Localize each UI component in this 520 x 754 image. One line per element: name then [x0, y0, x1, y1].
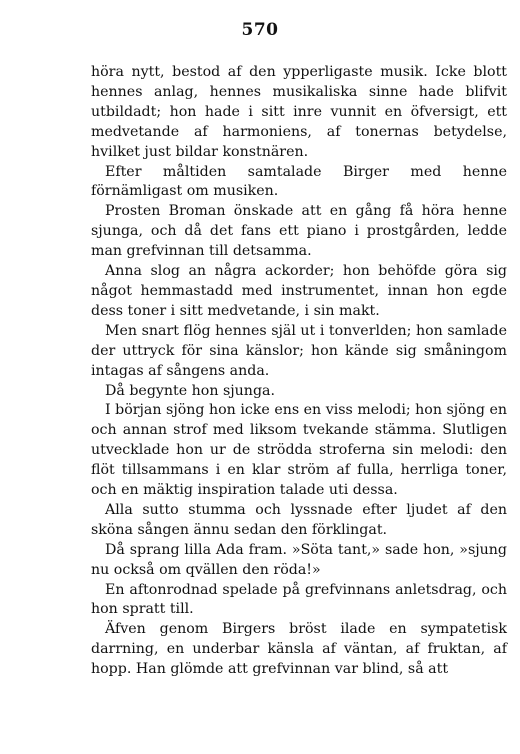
paragraph: Då sprang lilla Ada fram. »Söta tant,» sade hon, »sjung nu också om qvällen den röda!» [91, 541, 507, 578]
paragraph: Äfven genom Birgers bröst ilade en sympatetisk darrning, en underbar känsla af väntan, af fruktan, af hopp. Han glömde att grefvinnan var blind, så att [91, 621, 507, 678]
paragraph: En aftonrodnad spelade på grefvinnans anletsdrag, och hon spratt till. [91, 581, 507, 618]
page-number: 570 [241, 20, 279, 40]
paragraph: Prosten Broman önskade att en gång få höra henne sjunga, och då det fans ett piano i prostgården, ledde man grefvinnan till detsamma. [91, 203, 507, 260]
paragraph: Alla sutto stumma och lyssnade efter ljudet af den sköna sången ännu sedan den förklingat. [91, 501, 507, 538]
paragraph: Efter måltiden samtalade Birger med henne förnämligast om musiken. [91, 163, 507, 200]
paragraph: höra nytt, bestod af den ypperligaste musik. Icke blott hennes anlag, hennes musikaliska sinne hade blifvit utbildadt; hon hade i sitt inre vunnit en öfversigt, ett medvetande af harmoniens, af tonernas betydelse, hvilket just bildar konstnären. [91, 64, 507, 160]
paragraph: I början sjöng hon icke ens en viss melodi; hon sjöng en och annan strof med liksom tvekande stämma. Slutligen utvecklade hon ur de strödda stroferna sin melodi: den flöt tillsammans i en klar ström af fulla, herrliga toner, och en mäktig inspiration talade uti dessa. [91, 402, 507, 499]
paragraph: Men snart flög hennes själ ut i tonverlden; hon samlade der uttryck för sina känslor; hon kände sig småningom intagas af sångens anda. [91, 322, 507, 379]
paragraph: Anna slog an några ackorder; hon behöfde göra sig något hemmastadd med instrumentet, innan hon egde dess toner i sitt medvetande, i sin makt. [91, 263, 507, 319]
body-text [91, 63, 507, 680]
paragraph: Då begynte hon sjunga. [105, 382, 275, 399]
